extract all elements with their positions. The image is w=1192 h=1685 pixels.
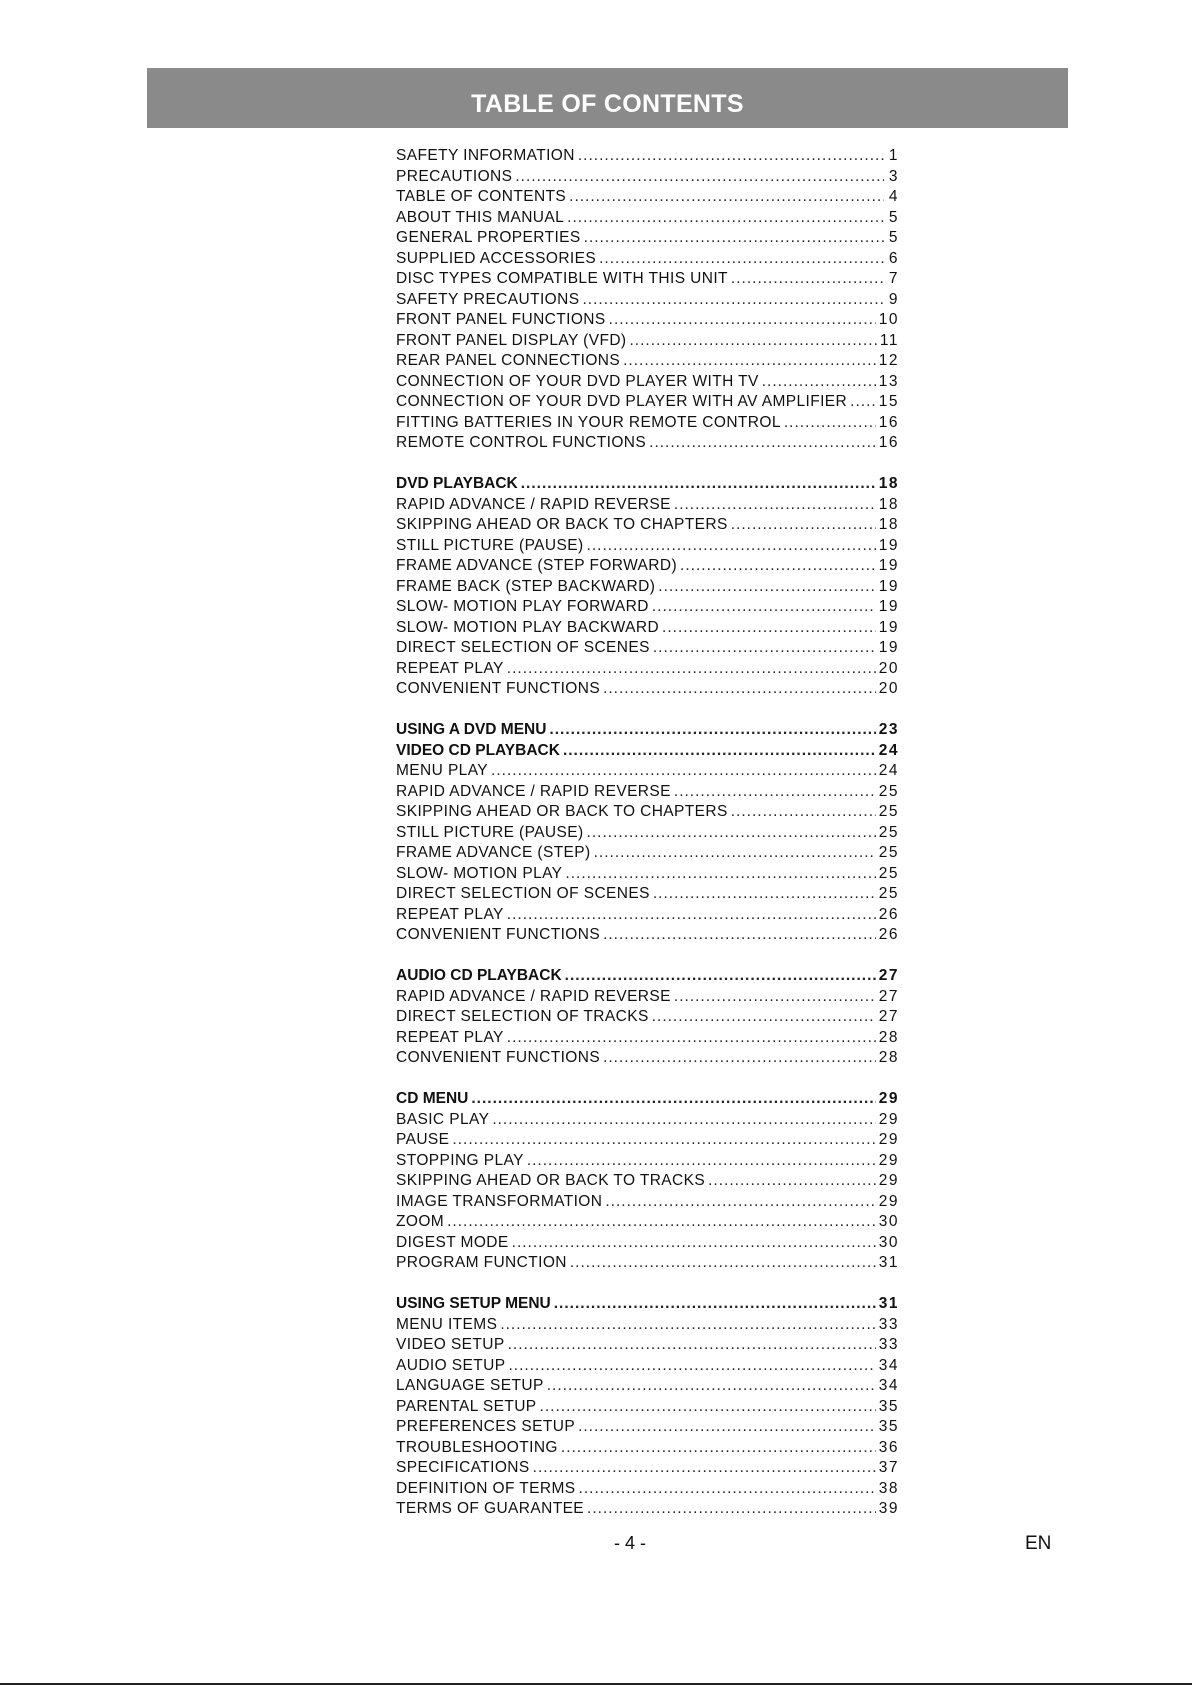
toc-entry-label: BASIC PLAY xyxy=(396,1110,490,1128)
toc-entry[interactable] xyxy=(396,1253,899,1274)
toc-entry[interactable] xyxy=(396,1212,899,1233)
toc-entry-page: 3 xyxy=(888,167,899,185)
toc-heading-entry[interactable] xyxy=(396,720,899,741)
toc-entry-page: 18 xyxy=(878,495,899,513)
toc-entry-page: 19 xyxy=(878,557,899,574)
toc-entry-label: RAPID ADVANCE / RAPID REVERSE xyxy=(396,987,671,1005)
dot-leader xyxy=(492,1110,875,1131)
toc-entry-page: 33 xyxy=(878,1315,899,1333)
toc-entry[interactable] xyxy=(396,249,899,270)
toc-entry-label: PREFERENCES SETUP xyxy=(396,1418,576,1435)
dot-leader xyxy=(784,413,876,434)
dot-leader xyxy=(587,1499,876,1520)
toc-entry-label: DIRECT SELECTION OF SCENES xyxy=(396,885,650,902)
toc-entry-page: 13 xyxy=(878,372,899,390)
dot-leader xyxy=(731,802,876,823)
toc-entry[interactable] xyxy=(396,187,899,208)
dot-leader xyxy=(500,1315,875,1336)
toc-entry-label: STILL PICTURE (PAUSE) xyxy=(396,536,584,554)
dot-leader xyxy=(603,1048,876,1069)
dot-leader xyxy=(579,1479,876,1500)
toc-section xyxy=(396,1089,899,1274)
toc-entry-page: 27 xyxy=(878,967,899,984)
toc-entry-label: CONVENIENT FUNCTIONS xyxy=(396,1049,601,1066)
toc-section xyxy=(396,1294,899,1520)
dot-leader xyxy=(567,208,884,229)
toc-entry-label: ABOUT THIS MANUAL xyxy=(396,208,565,226)
toc-entry[interactable] xyxy=(396,1335,899,1356)
toc-entry-label: STOPPING PLAY xyxy=(396,1151,524,1169)
dot-leader xyxy=(521,474,876,495)
toc-entry-page: 1 xyxy=(888,147,899,164)
toc-entry[interactable] xyxy=(396,515,899,536)
dot-leader xyxy=(653,638,876,659)
toc-entry-page: 29 xyxy=(878,1151,899,1169)
toc-entry-label: TERMS OF GUARANTEE xyxy=(396,1500,585,1517)
toc-entry[interactable] xyxy=(396,1151,899,1172)
dot-leader xyxy=(471,1089,875,1110)
toc-entry[interactable] xyxy=(396,843,899,864)
toc-entry-label: REMOTE CONTROL FUNCTIONS xyxy=(396,434,647,451)
toc-entry[interactable] xyxy=(396,310,899,331)
dot-leader xyxy=(540,1397,876,1418)
toc-entry-page: 19 xyxy=(878,577,899,595)
toc-entry[interactable] xyxy=(396,1417,899,1438)
dot-leader xyxy=(605,1192,875,1213)
toc-heading-entry[interactable] xyxy=(396,966,899,987)
toc-entry-label: REAR PANEL CONNECTIONS xyxy=(396,352,621,369)
toc-entry[interactable] xyxy=(396,987,899,1008)
toc-entry[interactable] xyxy=(396,1499,899,1520)
toc-entry-page: 19 xyxy=(878,639,899,656)
toc-heading-entry[interactable] xyxy=(396,1089,899,1110)
toc-entry[interactable] xyxy=(396,290,899,311)
toc-entry-label: FRAME BACK (STEP BACKWARD) xyxy=(396,577,656,595)
toc-heading-entry[interactable] xyxy=(396,474,899,495)
toc-entry-label: RAPID ADVANCE / RAPID REVERSE xyxy=(396,495,671,513)
toc-entry-page: 27 xyxy=(878,987,899,1005)
toc-entry[interactable] xyxy=(396,1356,899,1377)
toc-entry-page: 9 xyxy=(888,290,899,308)
toc-entry-page: 30 xyxy=(878,1213,899,1230)
toc-entry-page: 15 xyxy=(878,393,899,410)
toc-entry-page: 36 xyxy=(878,1438,899,1456)
dot-leader xyxy=(508,1335,876,1356)
toc-entry-page: 26 xyxy=(878,905,899,923)
toc-entry-page: 37 xyxy=(878,1459,899,1476)
toc-entry-page: 34 xyxy=(878,1356,899,1374)
dot-leader xyxy=(549,720,875,741)
toc-entry-page: 7 xyxy=(888,270,899,287)
toc-entry[interactable] xyxy=(396,433,899,454)
toc-entry[interactable] xyxy=(396,1315,899,1336)
toc-entry-label: VIDEO CD PLAYBACK xyxy=(396,741,560,759)
toc-entry[interactable] xyxy=(396,1130,899,1151)
toc-entry-label: RAPID ADVANCE / RAPID REVERSE xyxy=(396,782,671,800)
toc-entry[interactable] xyxy=(396,1171,899,1192)
dot-leader xyxy=(731,269,884,290)
toc-entry-label: SLOW- MOTION PLAY xyxy=(396,864,563,882)
dot-leader xyxy=(649,433,876,454)
toc-entry-label: DVD PLAYBACK xyxy=(396,475,518,492)
toc-entry-page: 29 xyxy=(878,1172,899,1189)
toc-entry[interactable] xyxy=(396,1192,899,1213)
toc-entry[interactable] xyxy=(396,208,899,229)
toc-entry-page: 19 xyxy=(878,598,899,615)
toc-entry[interactable] xyxy=(396,884,899,905)
dot-leader xyxy=(609,310,876,331)
dot-leader xyxy=(582,290,884,311)
dot-leader xyxy=(603,679,876,700)
toc-entry-page: 18 xyxy=(878,475,899,492)
toc-entry-label: SPECIFICATIONS xyxy=(396,1459,530,1476)
toc-entry-page: 5 xyxy=(888,229,899,246)
toc-entry-label: CONVENIENT FUNCTIONS xyxy=(396,680,601,697)
toc-entry[interactable] xyxy=(396,372,899,393)
toc-entry-label: STILL PICTURE (PAUSE) xyxy=(396,823,584,841)
toc-entry-page: 24 xyxy=(878,741,899,759)
toc-entry[interactable] xyxy=(396,1028,899,1049)
toc-section xyxy=(396,146,899,454)
page-title: TABLE OF CONTENTS xyxy=(471,90,744,118)
toc-entry[interactable] xyxy=(396,269,899,290)
toc-entry-label: SKIPPING AHEAD OR BACK TO TRACKS xyxy=(396,1172,706,1189)
toc-entry-label: CONNECTION OF YOUR DVD PLAYER WITH TV xyxy=(396,372,759,390)
toc-entry-label: DIRECT SELECTION OF SCENES xyxy=(396,639,650,656)
toc-entry[interactable] xyxy=(396,392,899,413)
table-of-contents xyxy=(396,146,899,1520)
toc-entry[interactable] xyxy=(396,679,899,700)
toc-entry-page: 29 xyxy=(878,1131,899,1148)
toc-entry-label: IMAGE TRANSFORMATION xyxy=(396,1192,603,1210)
toc-entry[interactable] xyxy=(396,167,899,188)
toc-entry-page: 33 xyxy=(878,1336,899,1353)
toc-entry-label: SAFETY PRECAUTIONS xyxy=(396,290,580,308)
toc-entry[interactable] xyxy=(396,1233,899,1254)
toc-entry[interactable] xyxy=(396,1479,899,1500)
dot-leader xyxy=(507,905,876,926)
toc-entry-page: 26 xyxy=(878,926,899,943)
dot-leader xyxy=(512,1233,876,1254)
toc-entry[interactable] xyxy=(396,536,899,557)
toc-entry-label: TABLE OF CONTENTS xyxy=(396,188,567,205)
dot-leader xyxy=(652,1007,876,1028)
toc-entry-label: DIRECT SELECTION OF TRACKS xyxy=(396,1008,649,1025)
dot-leader xyxy=(563,741,876,762)
toc-entry-label: SKIPPING AHEAD OR BACK TO CHAPTERS xyxy=(396,516,728,533)
toc-entry[interactable] xyxy=(396,761,899,782)
toc-entry-page: 5 xyxy=(888,208,899,226)
toc-entry[interactable] xyxy=(396,1048,899,1069)
dot-leader xyxy=(674,782,876,803)
dot-leader xyxy=(569,187,884,208)
toc-entry-page: 31 xyxy=(878,1295,899,1312)
dot-leader xyxy=(653,884,876,905)
toc-entry[interactable] xyxy=(396,1438,899,1459)
toc-entry-page: 19 xyxy=(878,536,899,554)
toc-entry-page: 10 xyxy=(878,311,899,328)
toc-entry-page: 25 xyxy=(878,803,899,820)
toc-section xyxy=(396,474,899,700)
toc-entry[interactable] xyxy=(396,638,899,659)
toc-entry-page: 35 xyxy=(878,1397,899,1415)
dot-leader xyxy=(508,1356,875,1377)
dot-leader xyxy=(554,1294,876,1315)
toc-entry-page: 12 xyxy=(878,352,899,369)
dot-leader xyxy=(565,966,876,987)
language-code: EN xyxy=(1025,1533,1052,1554)
page-number: - 4 - xyxy=(613,1533,646,1553)
toc-entry-label: ZOOM xyxy=(396,1213,445,1230)
dot-leader xyxy=(662,618,876,639)
toc-entry-page: 25 xyxy=(878,782,899,800)
toc-entry-label: DEFINITION OF TERMS xyxy=(396,1479,576,1497)
dot-leader xyxy=(491,761,876,782)
toc-entry-page: 25 xyxy=(878,864,899,882)
toc-entry-page: 34 xyxy=(878,1377,899,1394)
toc-entry-page: 29 xyxy=(878,1110,899,1128)
toc-entry-label: FRAME ADVANCE (STEP FORWARD) xyxy=(396,557,678,574)
toc-entry-label: MENU PLAY xyxy=(396,762,489,779)
toc-entry-page: 16 xyxy=(878,413,899,431)
toc-entry-page: 29 xyxy=(878,1090,899,1107)
toc-entry-label: CONVENIENT FUNCTIONS xyxy=(396,926,601,943)
toc-heading-entry[interactable] xyxy=(396,1294,899,1315)
dot-leader xyxy=(594,843,876,864)
dot-leader xyxy=(561,1438,876,1459)
toc-section xyxy=(396,720,899,946)
toc-entry-label: SLOW- MOTION PLAY BACKWARD xyxy=(396,618,660,636)
toc-entry-label: REPEAT PLAY xyxy=(396,905,504,923)
dot-leader xyxy=(578,1417,876,1438)
dot-leader xyxy=(570,1253,876,1274)
toc-entry-page: 19 xyxy=(878,618,899,636)
toc-entry-label: FRONT PANEL FUNCTIONS xyxy=(396,311,606,328)
toc-entry-label: USING A DVD MENU xyxy=(396,721,547,738)
dot-leader xyxy=(452,1130,875,1151)
toc-entry[interactable] xyxy=(396,413,899,434)
toc-entry[interactable] xyxy=(396,495,899,516)
dot-leader xyxy=(850,392,876,413)
toc-entry[interactable] xyxy=(396,659,899,680)
dot-leader xyxy=(599,249,884,270)
toc-entry-label: VIDEO SETUP xyxy=(396,1336,505,1353)
toc-entry-page: 6 xyxy=(888,249,899,267)
toc-entry-label: CD MENU xyxy=(396,1090,469,1107)
toc-entry-page: 11 xyxy=(879,331,899,349)
toc-entry[interactable] xyxy=(396,802,899,823)
toc-entry-page: 24 xyxy=(878,762,899,779)
toc-entry-label: SLOW- MOTION PLAY FORWARD xyxy=(396,598,649,615)
dot-leader xyxy=(578,146,884,167)
toc-entry-label: DIGEST MODE xyxy=(396,1233,509,1251)
toc-entry-label: USING SETUP MENU xyxy=(396,1295,551,1312)
toc-entry-page: 28 xyxy=(878,1049,899,1066)
toc-entry-page: 4 xyxy=(888,188,899,205)
toc-heading-entry[interactable] xyxy=(396,741,899,762)
dot-leader xyxy=(603,925,876,946)
toc-entry-label: SKIPPING AHEAD OR BACK TO CHAPTERS xyxy=(396,803,728,820)
toc-entry-page: 38 xyxy=(878,1479,899,1497)
toc-entry-label: SAFETY INFORMATION xyxy=(396,147,575,164)
dot-leader xyxy=(587,536,876,557)
toc-entry-label: REPEAT PLAY xyxy=(396,659,504,677)
dot-leader xyxy=(762,372,876,393)
toc-entry[interactable] xyxy=(396,1376,899,1397)
toc-entry-page: 23 xyxy=(878,721,899,738)
toc-entry[interactable] xyxy=(396,905,899,926)
title-bar xyxy=(147,68,1068,128)
toc-entry[interactable] xyxy=(396,577,899,598)
toc-entry[interactable] xyxy=(396,146,899,167)
toc-entry-page: 25 xyxy=(878,823,899,841)
toc-entry[interactable] xyxy=(396,1007,899,1028)
dot-leader xyxy=(658,577,875,598)
toc-entry-label: PARENTAL SETUP xyxy=(396,1397,537,1415)
toc-entry-label: PAUSE xyxy=(396,1131,450,1148)
dot-leader xyxy=(680,556,876,577)
dot-leader xyxy=(565,864,875,885)
toc-entry[interactable] xyxy=(396,1397,899,1418)
dot-leader xyxy=(674,495,876,516)
dot-leader xyxy=(630,331,877,352)
dot-leader xyxy=(731,515,876,536)
toc-entry-page: 25 xyxy=(878,885,899,902)
toc-entry[interactable] xyxy=(396,331,899,352)
dot-leader xyxy=(652,597,876,618)
dot-leader xyxy=(533,1458,876,1479)
toc-entry[interactable] xyxy=(396,1458,899,1479)
toc-section xyxy=(396,966,899,1069)
toc-entry[interactable] xyxy=(396,228,899,249)
toc-entry-label: MENU ITEMS xyxy=(396,1315,498,1333)
toc-entry[interactable] xyxy=(396,782,899,803)
toc-entry-label: PRECAUTIONS xyxy=(396,167,513,185)
toc-entry-page: 25 xyxy=(878,844,899,861)
toc-entry-label: TROUBLESHOOTING xyxy=(396,1438,558,1456)
dot-leader xyxy=(584,228,884,249)
toc-entry[interactable] xyxy=(396,925,899,946)
toc-entry-label: FITTING BATTERIES IN YOUR REMOTE CONTROL xyxy=(396,413,781,431)
dot-leader xyxy=(623,351,876,372)
dot-leader xyxy=(507,659,876,680)
toc-entry[interactable] xyxy=(396,351,899,372)
toc-entry-label: AUDIO SETUP xyxy=(396,1356,506,1374)
toc-entry-label: PROGRAM FUNCTION xyxy=(396,1254,567,1271)
dot-leader xyxy=(547,1376,876,1397)
toc-entry-page: 16 xyxy=(878,434,899,451)
toc-entry-page: 31 xyxy=(878,1254,899,1271)
dot-leader xyxy=(527,1151,876,1172)
dot-leader xyxy=(515,167,884,188)
toc-entry[interactable] xyxy=(396,597,899,618)
dot-leader xyxy=(507,1028,876,1049)
dot-leader xyxy=(708,1171,876,1192)
toc-entry-page: 29 xyxy=(878,1192,899,1210)
toc-entry-label: REPEAT PLAY xyxy=(396,1028,504,1046)
dot-leader xyxy=(447,1212,876,1233)
toc-entry-page: 27 xyxy=(878,1008,899,1025)
toc-entry-page: 30 xyxy=(878,1233,899,1251)
toc-entry[interactable] xyxy=(396,823,899,844)
toc-entry-page: 18 xyxy=(878,516,899,533)
toc-entry-page: 39 xyxy=(878,1500,899,1517)
toc-entry-label: FRAME ADVANCE (STEP) xyxy=(396,844,591,861)
toc-entry-page: 20 xyxy=(878,659,899,677)
toc-entry[interactable] xyxy=(396,864,899,885)
dot-leader xyxy=(587,823,876,844)
toc-entry-page: 28 xyxy=(878,1028,899,1046)
dot-leader xyxy=(674,987,876,1008)
toc-entry-label: CONNECTION OF YOUR DVD PLAYER WITH AV AMPLIFIER xyxy=(396,393,848,410)
toc-entry-page: 35 xyxy=(878,1418,899,1435)
toc-entry-label: DISC TYPES COMPATIBLE WITH THIS UNIT xyxy=(396,270,728,287)
toc-entry-page: 20 xyxy=(878,680,899,697)
toc-entry-label: SUPPLIED ACCESSORIES xyxy=(396,249,597,267)
toc-entry[interactable] xyxy=(396,1110,899,1131)
toc-entry-label: AUDIO CD PLAYBACK xyxy=(396,967,562,984)
toc-entry-label: LANGUAGE SETUP xyxy=(396,1377,544,1394)
toc-entry[interactable] xyxy=(396,556,899,577)
toc-entry-label: FRONT PANEL DISPLAY (VFD) xyxy=(396,331,627,349)
toc-entry[interactable] xyxy=(396,618,899,639)
toc-entry-label: GENERAL PROPERTIES xyxy=(396,229,581,246)
